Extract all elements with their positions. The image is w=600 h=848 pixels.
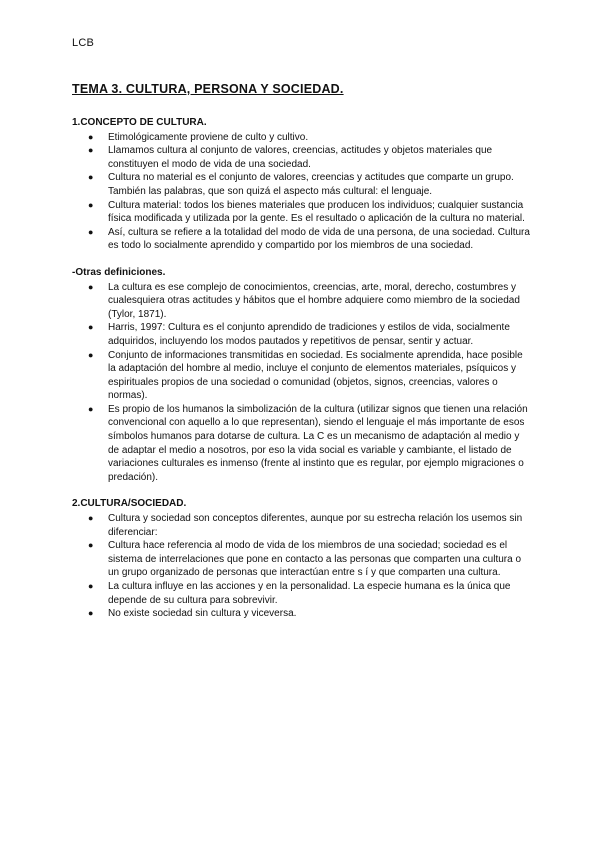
section-heading: -Otras definiciones.: [72, 266, 166, 278]
list-item-text: La cultura influye en las acciones y en la personalidad. La especie humana es la única que depende de su cultura para sobrevivir.: [108, 581, 511, 606]
bullet-icon: ●: [88, 403, 94, 414]
list-item-text: Etimológicamente proviene de culto y cultivo.: [108, 131, 309, 143]
list-item-text: Cultura no material es el conjunto de valores, creencias y actitudes que comparte un grupo. También las palabras, que son quizá el aspecto más cultural: el lenguaje.: [108, 172, 514, 197]
list-item: [72, 580, 532, 607]
bullet-icon: ●: [88, 513, 94, 524]
bullet-list: [72, 281, 532, 485]
list-item-text: La cultura es ese complejo de conocimientos, creencias, arte, moral, derecho, costumbres y cualesquiera otras actitudes y hábitos que el hombre adquiere como miembro de la sociedad (Tylor, 1871).: [108, 281, 520, 320]
list-item: [72, 539, 532, 580]
list-item: [72, 607, 532, 621]
list-item-text: Cultura hace referencia al modo de vida de los miembros de una sociedad; sociedad es el sistema de interrelaciones que pone en contacto a las personas que comparten una cultura o un grupo organizado de personas que interactúan entre s í y que comparten una cultura.: [108, 540, 522, 579]
list-item: [72, 281, 532, 322]
list-item: [72, 349, 532, 403]
list-item: [72, 131, 532, 145]
bullet-list: [72, 131, 532, 253]
section-otras-definiciones: [72, 266, 532, 485]
list-item: [72, 226, 532, 253]
bullet-icon: ●: [88, 349, 94, 360]
list-item: [72, 403, 532, 485]
section-cultura-sociedad: [72, 497, 532, 620]
bullet-icon: ●: [88, 322, 94, 333]
bullet-icon: ●: [88, 281, 94, 292]
list-item-text: Cultura y sociedad son conceptos diferentes, aunque por su estrecha relación los usemos sin diferenciar:: [108, 513, 523, 538]
section-heading: 1.CONCEPTO DE CULTURA.: [72, 117, 207, 128]
list-item: [72, 512, 532, 539]
bullet-icon: ●: [88, 540, 94, 551]
list-item-text: No existe sociedad sin cultura y viceversa.: [108, 608, 297, 620]
list-item-text: Llamamos cultura al conjunto de valores, creencias, actitudes y objetos materiales que constituyen el modo de vida de una sociedad.: [108, 145, 493, 170]
bullet-icon: ●: [88, 581, 94, 591]
list-item-text: Así, cultura se refiere a la totalidad del modo de vida de una persona, de una sociedad. Cultura es todo lo socialmente aprendido y compartido por los miembros de una sociedad.: [108, 226, 530, 252]
bullet-icon: ●: [88, 199, 94, 210]
list-item-text: Cultura material: todos los bienes materiales que producen los individuos; cualquier sustancia física modificada y utilizada por la gente. Es el resultado o aplicación de la cultura no material.: [108, 199, 525, 225]
list-item-text: Harris, 1997: Cultura es el conjunto aprendido de tradiciones y estilos de vida, socialmente adquiridos, incluyendo los modos pautados y repetitivos de pensar, sentir y actuar.: [108, 322, 510, 347]
bullet-list: [72, 512, 532, 621]
list-item: [72, 171, 532, 198]
bullet-icon: ●: [88, 172, 94, 183]
section-concepto-de-cultura: [72, 116, 532, 253]
section-heading: 2.CULTURA/SOCIEDAD.: [72, 498, 187, 510]
list-item-text: Es propio de los humanos la simbolización de la cultura (utilizar signos que tienen una relación convencional con aquello a lo que representan), siendo el lenguaje el más importante de esos símbolos humanos para dotarse de cultura. La C es un mecanismo de adaptación al medio y de adaptar el medio a nosotros, por eso la vida social es variable y cambiante, el listado de variaciones culturales es inmenso (frente al instinto que es regular, por ejemplo migraciones o predación).: [108, 403, 528, 483]
header-initials: LCB: [72, 37, 94, 49]
bullet-icon: ●: [88, 608, 94, 619]
bullet-icon: ●: [88, 226, 94, 237]
bullet-icon: ●: [88, 131, 94, 142]
list-item: [72, 199, 532, 226]
list-item: [72, 144, 532, 171]
list-item: [72, 321, 532, 348]
document-body: [72, 116, 532, 621]
bullet-icon: ●: [88, 145, 94, 156]
page-title: TEMA 3. CULTURA, PERSONA Y SOCIEDAD.: [72, 82, 344, 96]
list-item-text: Conjunto de informaciones transmitidas en sociedad. Es socialmente aprendida, hace posible la adaptación del hombre al medio, incluye el conjunto de elementos materiales, psíquicos y espirituales propios de una sociedad o comunidad (objetos, signos, creencias, valores o normas).: [108, 349, 523, 402]
